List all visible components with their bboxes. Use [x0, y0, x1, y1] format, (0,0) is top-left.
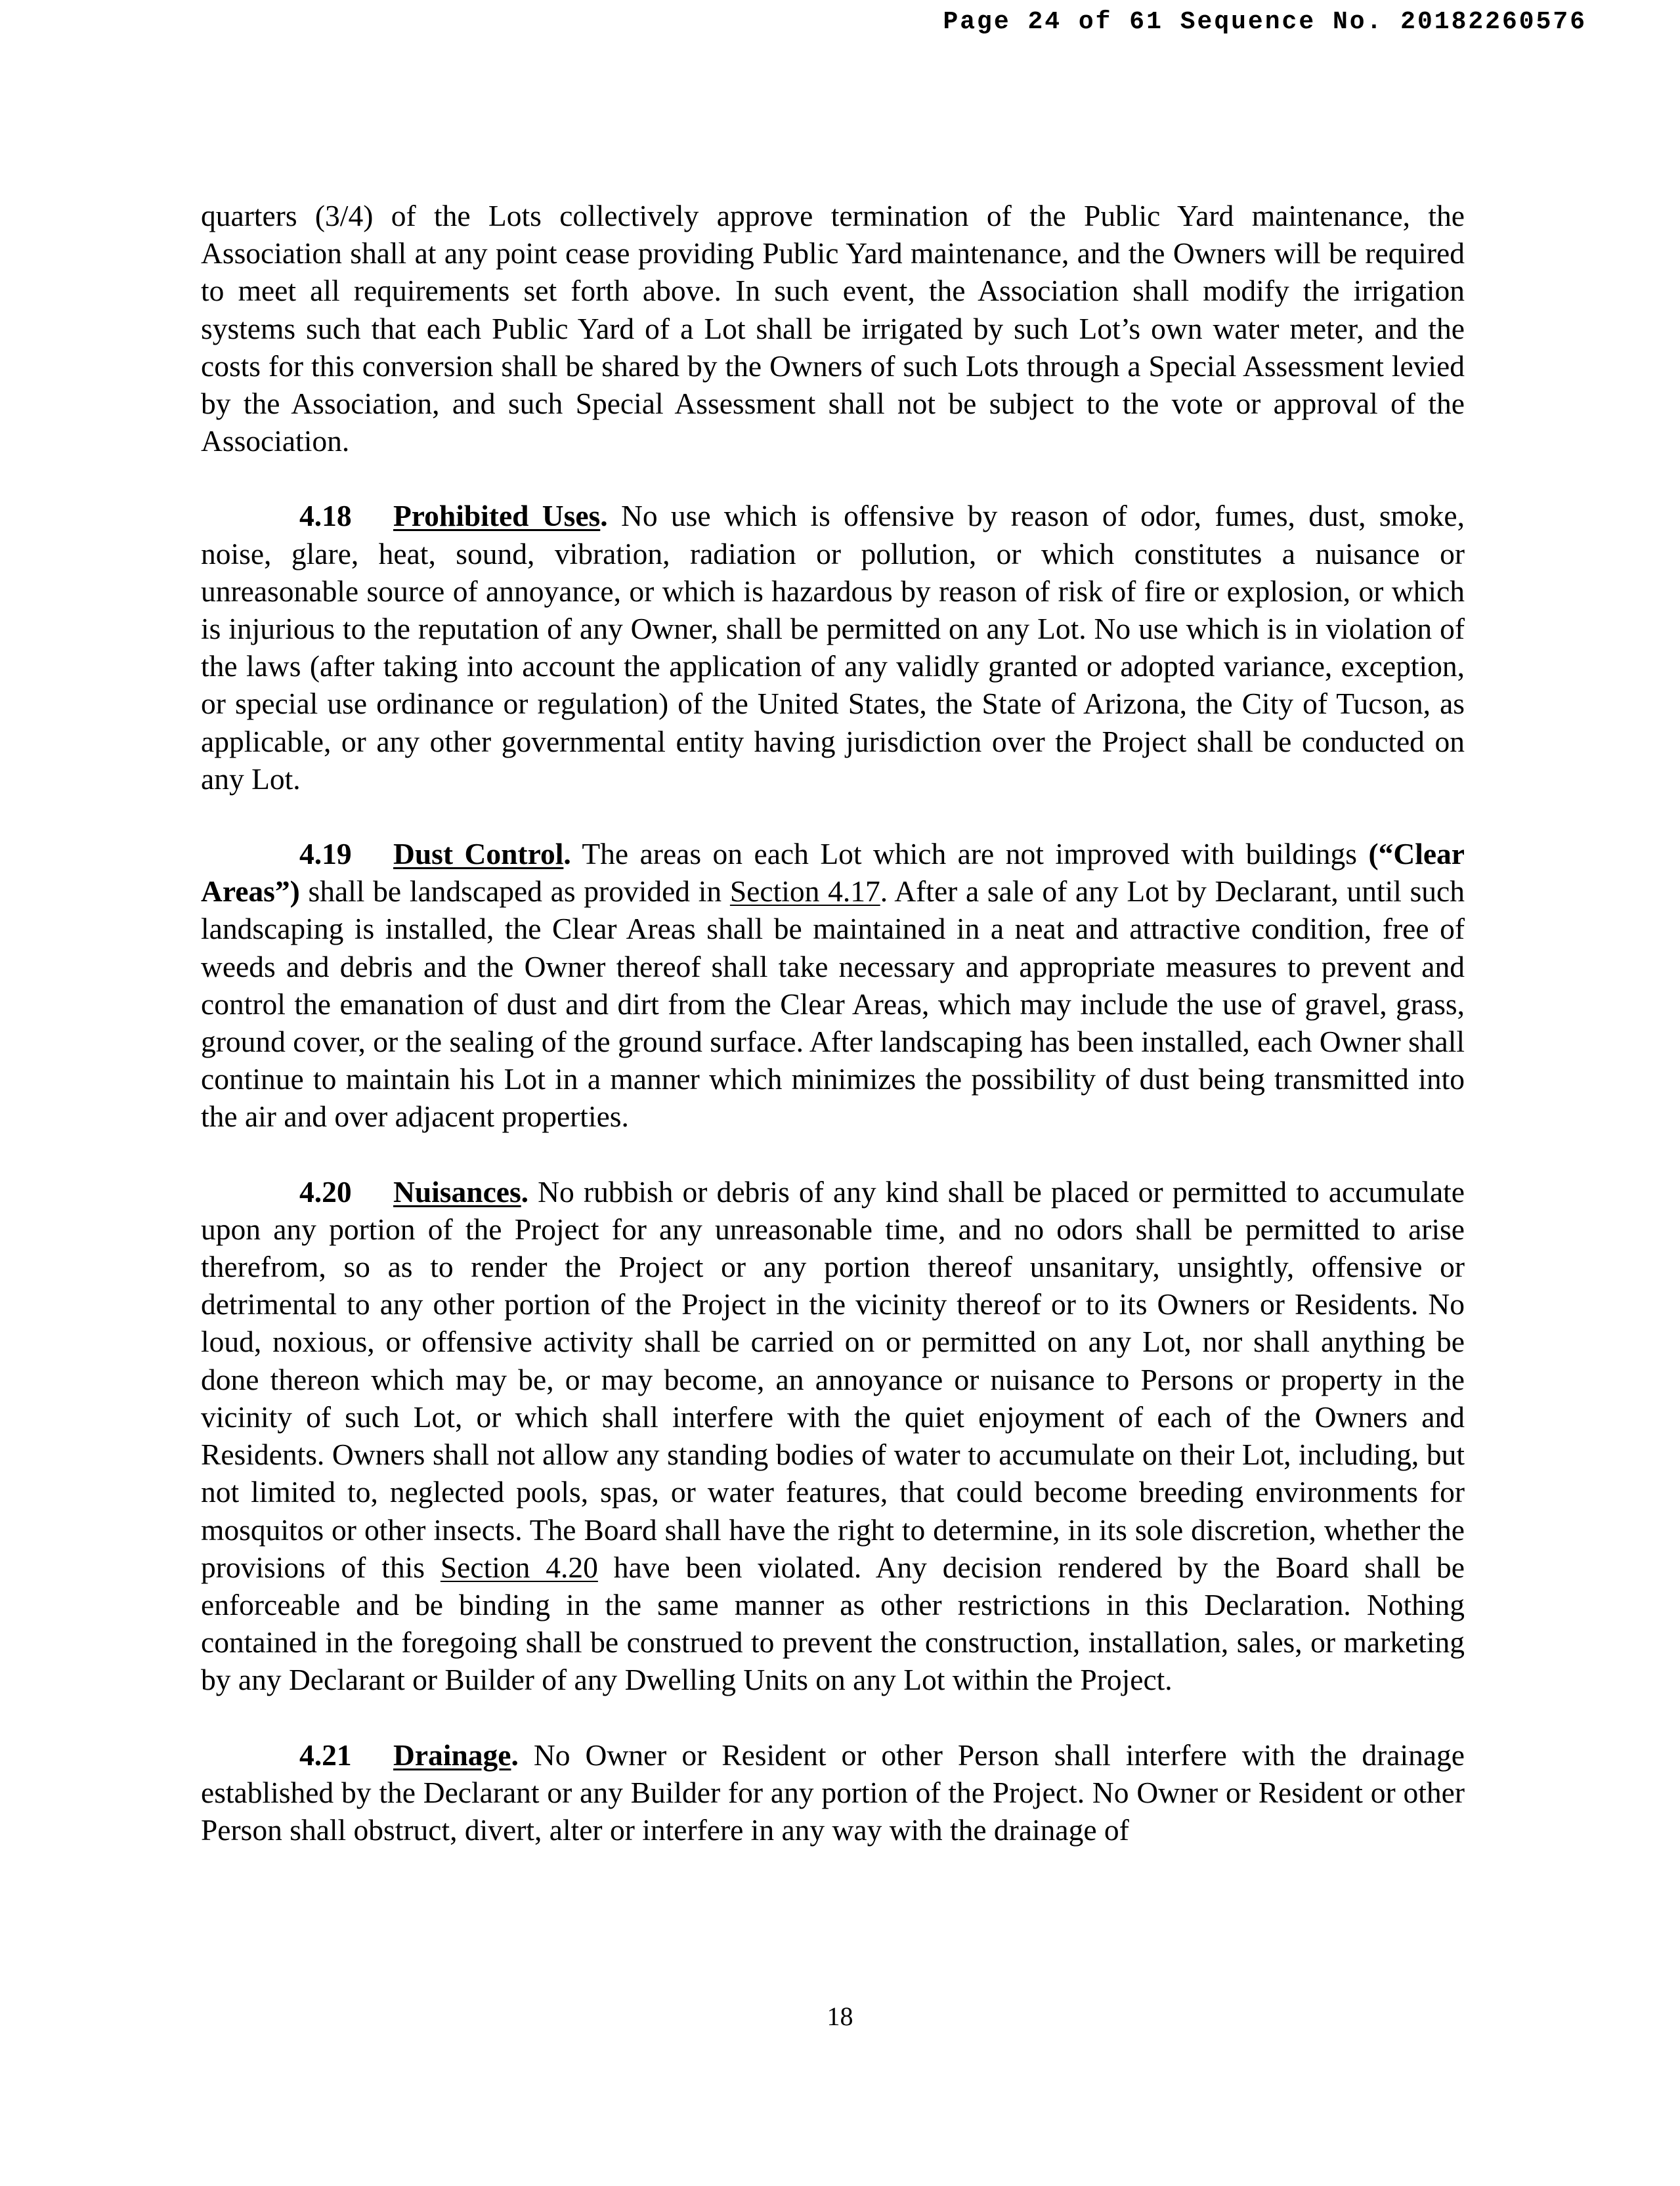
section-text: shall be landscaped as provided in — [299, 874, 730, 909]
section-title: Nuisances — [393, 1174, 521, 1209]
section-title: Dust Control — [393, 837, 564, 871]
section-title: Drainage — [393, 1738, 511, 1772]
section-title: Prohibited Uses — [393, 499, 601, 533]
section-4-21 — [201, 1736, 1465, 1849]
section-title-period: . — [521, 1174, 529, 1209]
continuation-paragraph: quarters (3/4) of the Lots collectively approve termination of the Public Yard maintenance, the Association shall at any point cease providing Public Yard maintenance, and the Owners will be required to meet all requirements set forth above. In such event, the Association shall modify the irrigation systems such that each Public Yard of a Lot shall be irrigated by such Lot’s own water meter, and the costs for this conversion shall be shared by the Owners of such Lots through a Special Assessment levied by the Association, and such Special Assessment shall not be subject to the vote or approval of the Association. — [201, 199, 1465, 458]
section-title-period: . — [563, 837, 571, 871]
section-text: have been violated. Any decision rendered by the Board shall be enforceable and be binding in the same manner as other restrictions in this Declaration. Nothing contained in the foregoing shall be construed to prevent the construction, installation, sales, or marketing by any Declarant or Builder of any Dwelling Units on any Lot within the Project. — [201, 1550, 1465, 1697]
section-number: 4.21 — [299, 1738, 352, 1772]
section-4-20 — [201, 1173, 1465, 1699]
section-number: 4.18 — [299, 499, 352, 533]
section-cross-reference: Section 4.20 — [440, 1550, 598, 1584]
document-body — [201, 197, 1465, 1886]
section-number: 4.20 — [299, 1174, 352, 1209]
section-text: . After a sale of any Lot by Declarant, until such landscaping is installed, the Clear Areas shall be maintained in a neat and attractive condition, free of weeds and debris and the Owner thereof shall take necessary and appropriate measures to prevent and control the emanation of dust and dirt from the Clear Areas, which may include the use of gravel, grass, ground cover, or the sealing of the ground surface. After landscaping has been installed, each Owner shall continue to maintain his Lot in a manner which minimizes the possibility of dust being transmitted into the air and over adjacent properties. — [201, 874, 1465, 1134]
section-number: 4.19 — [299, 837, 352, 871]
page-sequence-header: Page 24 of 61 Sequence No. 20182260576 — [943, 8, 1587, 36]
section-text: The areas on each Lot which are not improved with buildings — [571, 837, 1369, 871]
section-4-18 — [201, 497, 1465, 798]
section-text: No Owner or Resident or other Person shall interfere with the drainage established by the Declarant or any Builder for any portion of the Project. No Owner or Resident or other Person shall obstruct, divert, alter or interfere in any way with the drainage of — [201, 1738, 1465, 1847]
page-number: 18 — [827, 2002, 853, 2031]
section-title-period: . — [511, 1738, 519, 1772]
defined-term: (“Clear Areas”) — [201, 837, 1465, 909]
section-cross-reference: Section 4.17 — [729, 874, 880, 909]
section-4-19 — [201, 835, 1465, 1136]
section-text: No rubbish or debris of any kind shall be placed or permitted to accumulate upon any portion of the Project for any unreasonable time, and no odors shall be permitted to arise therefrom, so as to render the Project or any portion thereof unsanitary, unsightly, offensive or detrimental to any other portion of the Project in the vicinity thereof or to its Owners or Residents. No loud, noxious, or offensive activity shall be carried on or permitted on any Lot, nor shall anything be done thereon which may be, or may become, an annoyance or nuisance to Persons or property in the vicinity of such Lot, or which shall interfere with the quiet enjoyment of each of the Owners and Residents. Owners shall not allow any standing bodies of water to accumulate on their Lot, including, but not limited to, neglected pools, spas, or water features, that could become breeding environments for mosquitos or other insects. The Board shall have the right to determine, in its sole discretion, whether the provisions of this — [201, 1174, 1465, 1584]
section-text: No use which is offensive by reason of odor, fumes, dust, smoke, noise, glare, heat, sound, vibration, radiation or pollution, or which constitutes a nuisance or unreasonable source of annoyance, or which is hazardous by reason of risk of fire or explosion, or which is injurious to the reputation of any Owner, shall be permitted on any Lot. No use which is in violation of the laws (after taking into account the application of any validly granted or adopted variance, exception, or special use ordinance or regulation) of the United States, the State of Arizona, the City of Tucson, as applicable, or any other governmental entity having jurisdiction over the Project shall be conducted on any Lot. — [201, 499, 1465, 796]
section-title-period: . — [600, 499, 608, 533]
